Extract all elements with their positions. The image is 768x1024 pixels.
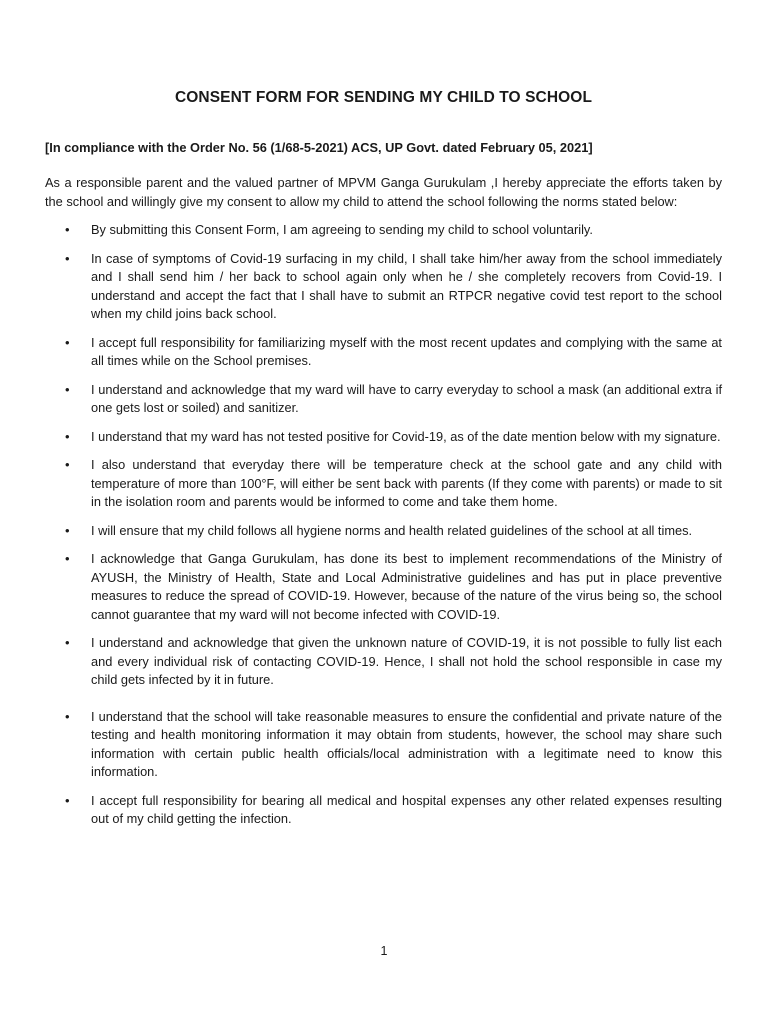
bullet-icon: • xyxy=(65,457,70,472)
intro-paragraph: As a responsible parent and the valued partner of MPVM Ganga Gurukulam ,I hereby appreciate the efforts taken by the school and willingly give my consent to allow my child to attend the school following the norms stated below: xyxy=(45,175,722,209)
consent-point-text: I understand that the school will take reasonable measures to ensure the confidential and private nature of the testing and health monitoring information it may obtain from students, however, the school may share such information with certain public health officials/local administration with a legitimate need to know this information. xyxy=(91,708,722,779)
consent-point-text: I will ensure that my child follows all hygiene norms and health related guidelines of the school at all times. xyxy=(91,522,693,538)
consent-point-11 xyxy=(45,792,722,829)
consent-point-text: I understand and acknowledge that given the unknown nature of COVID-19, it is not possible to fully list each and every individual risk of contacting COVID-19. Hence, I shall not hold the school responsible in case my child gets infected by it in future. xyxy=(91,635,722,687)
consent-point-text: I understand and acknowledge that my ward will have to carry everyday to school a mask (an additional extra if one gets lost or soiled) and sanitizer. xyxy=(91,381,722,415)
consent-point-8 xyxy=(45,550,722,624)
bullet-icon: • xyxy=(65,381,70,397)
bullet-icon: • xyxy=(65,428,70,444)
bullet-icon: • xyxy=(65,222,70,237)
consent-point-10 xyxy=(45,708,722,782)
document-title: CONSENT FORM FOR SENDING MY CHILD TO SCHOOL xyxy=(174,89,593,106)
bullet-icon: • xyxy=(65,792,70,808)
consent-point-9 xyxy=(45,634,722,690)
consent-point-1 xyxy=(45,221,722,240)
consent-point-4 xyxy=(45,381,722,418)
consent-point-text: I understand that my ward has not tested positive for Covid-19, as of the date mention below with my signature. xyxy=(91,428,721,444)
consent-point-text: In case of symptoms of Covid-19 surfacing in my child, I shall take him/her away from the school immediately and I shall send him / her back to school again only when he / she completely recovers from Covid-19. I understand and accept the fact that I shall have to submit an RTPCR negative covid test report to the school when my child joins back school. xyxy=(91,250,722,321)
consent-point-text: By submitting this Consent Form, I am agreeing to sending my child to school voluntarily. xyxy=(91,222,593,237)
consent-point-text: I also understand that everyday there will be temperature check at the school gate and any child with temperature of more than 100°F, will either be sent back with parents (If they come with parents) or made to sit in the isolation room and parents would be informed to come and take them home. xyxy=(91,457,722,509)
consent-points-list xyxy=(45,221,722,829)
consent-point-3 xyxy=(45,334,722,371)
consent-point-2 xyxy=(45,250,722,324)
consent-point-6 xyxy=(45,456,722,512)
consent-point-text: I accept full responsibility for bearing all medical and hospital expenses any other related expenses resulting out of my child getting the infection. xyxy=(91,792,722,826)
consent-point-text: I accept full responsibility for familiarizing myself with the most recent updates and complying with the same at all times while on the School premises. xyxy=(91,334,722,368)
bullet-icon: • xyxy=(65,250,70,266)
bullet-icon: • xyxy=(65,708,70,724)
bullet-icon: • xyxy=(65,551,70,566)
consent-point-7 xyxy=(45,522,722,541)
compliance-note: [In compliance with the Order No. 56 (1/68-5-2021) ACS, UP Govt. dated February 05, 2021] xyxy=(45,140,593,155)
page-number: 1 xyxy=(380,944,388,958)
bullet-icon: • xyxy=(65,635,70,650)
consent-point-5 xyxy=(45,428,722,447)
bullet-icon: • xyxy=(65,522,70,538)
bullet-icon: • xyxy=(65,334,70,350)
consent-point-text: I acknowledge that Ganga Gurukulam, has done its best to implement recommendations of the Ministry of AYUSH, the Ministry of Health, State and Local Administrative guidelines and has put in place preventive measures to reduce the spread of COVID-19. However, because of the nature of the virus being so, the school cannot guarantee that my ward will not become infected with COVID-19. xyxy=(91,551,722,622)
